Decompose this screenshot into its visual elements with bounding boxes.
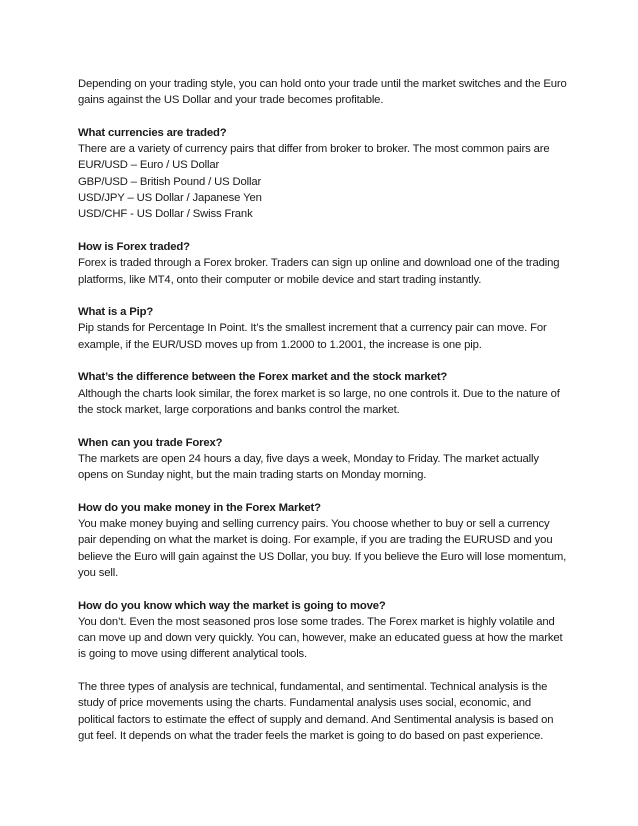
currency-pair-line: USD/JPY – US Dollar / Japanese Yen (78, 192, 262, 205)
currency-pair-line: GBP/USD – British Pound / US Dollar (78, 175, 262, 188)
section-heading: When can you trade Forex? (78, 436, 223, 449)
section-make-money (78, 500, 568, 581)
section-heading: What is a Pip? (78, 306, 154, 319)
section-when-trade (78, 435, 568, 484)
section-heading: How do you know which way the market is going to move? (78, 599, 386, 612)
section-body: Forex is traded through a Forex broker. Traders can sign up online and download one of the trading platforms, like MT4, onto their computer or mobile device and start trading instantly. (78, 257, 560, 286)
section-pip (78, 304, 568, 353)
section-body: Pip stands for Percentage In Point. It’s the smallest increment that a currency pair can move. For example, if the EUR/USD moves up from 1.2000 to 1.2001, the increase is one pip. (78, 322, 547, 351)
section-body: You don’t. Even the most seasoned pros lose some trades. The Forex market is highly volatile and can move up and down very quickly. You can, however, make an educated guess at how the market is going to move using different analytical tools. (78, 615, 563, 661)
section-heading: How is Forex traded? (78, 240, 190, 253)
section-heading: How do you make money in the Forex Market? (78, 501, 321, 514)
section-heading: What currencies are traded? (78, 126, 227, 139)
section-body: There are a variety of currency pairs that differ from broker to broker. The most common pairs are EUR/USD – Euro / US Dollar (78, 143, 550, 172)
section-forex-vs-stock (78, 369, 568, 418)
intro-text: Depending on your trading style, you can hold onto your trade until the market switches and the Euro gains against the US Dollar and your trade becomes profitable. (78, 78, 567, 107)
section-body: Although the charts look similar, the forex market is so large, no one controls it. Due to the nature of the stock market, large corporations and banks control the market. (78, 387, 560, 416)
closing-paragraph (78, 679, 568, 744)
section-market-move (78, 598, 568, 663)
section-body: The markets are open 24 hours a day, five days a week, Monday to Friday. The market actually opens on Sunday night, but the main trading starts on Monday morning. (78, 452, 539, 482)
closing-text: The three types of analysis are technical, fundamental, and sentimental. Technical analysis is the study of price movements using the charts. Fundamental analysis uses social, economic, and political factors to estimate the effect of supply and demand. And Sentimental analysis is based on gut feel. It depends on what the trader feels the market is going to do based on past experience. (78, 680, 554, 742)
document-page (78, 76, 568, 760)
section-how-traded (78, 239, 568, 288)
section-body: You make money buying and selling currency pairs. You choose whether to buy or sell a currency pair depending on what the market is doing. For example, if you are trading the EURUSD and you believe the Euro will gain against the US Dollar, you buy. If you believe the Euro will lose momentum, you sell. (78, 518, 567, 579)
section-heading: What’s the difference between the Forex market and the stock market? (78, 371, 448, 384)
section-currencies (78, 125, 568, 223)
intro-paragraph (78, 76, 568, 109)
currency-pair-line: USD/CHF - US Dollar / Swiss Frank (78, 208, 253, 221)
